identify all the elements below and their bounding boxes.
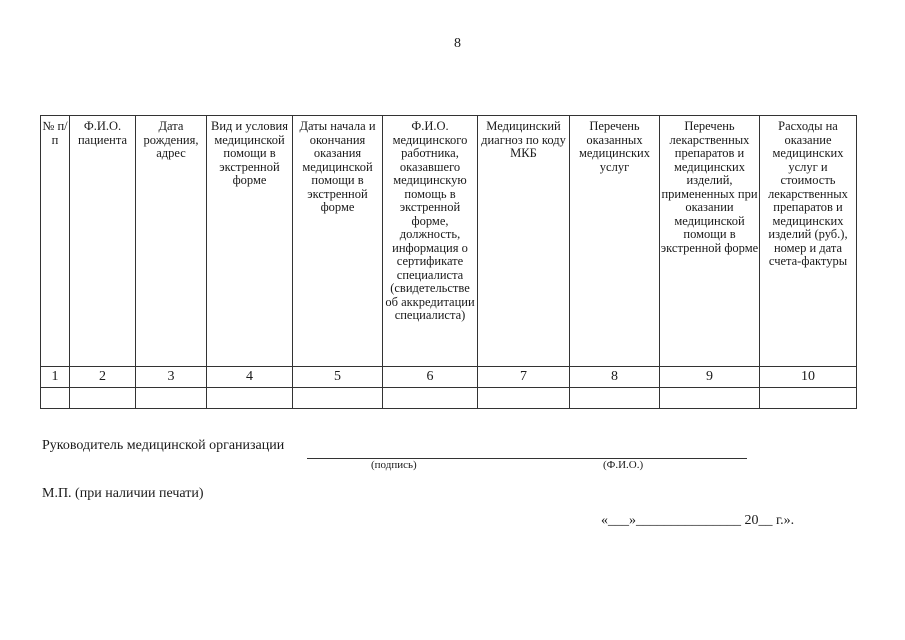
column-number: 8: [570, 367, 660, 388]
table-cell: [70, 388, 136, 409]
column-number: 4: [207, 367, 293, 388]
table-cell: [383, 388, 478, 409]
column-number-row: [41, 367, 857, 388]
header-cell: Расходы на оказание медицинских услуг и стоимость лекарственных препаратов и медицинских изделий (руб.), номер и дата счета-фактуры: [760, 116, 857, 367]
table-header-row: [41, 116, 857, 367]
signature-hint: (подпись): [371, 459, 417, 471]
signature-label: Руководитель медицинской организации: [42, 438, 285, 453]
table-cell: [136, 388, 207, 409]
stamp-note: М.П. (при наличии печати): [42, 486, 204, 501]
header-cell: Вид и условия медицинской помощи в экстренной форме: [207, 116, 293, 367]
table-cell: [660, 388, 760, 409]
table-cell: [207, 388, 293, 409]
header-cell: Ф.И.О. медицинского работника, оказавшего медицинскую помощь в экстренной форме, должность, информация о сертификате специалиста (свидетельстве об аккредитации специалиста): [383, 116, 478, 367]
header-cell: Перечень лекарственных препаратов и медицинских изделий, примененных при оказании медицинской помощи в экстренной форме: [660, 116, 760, 367]
header-cell: Ф.И.О. пациента: [70, 116, 136, 367]
column-number: 5: [293, 367, 383, 388]
column-number: 6: [383, 367, 478, 388]
table-cell: [41, 388, 70, 409]
register-table: [40, 115, 857, 409]
column-number: 2: [70, 367, 136, 388]
table-cell: [478, 388, 570, 409]
column-number: 10: [760, 367, 857, 388]
table-cell: [570, 388, 660, 409]
header-cell: Даты начала и окончания оказания медицинской помощи в экстренной форме: [293, 116, 383, 367]
column-number: 3: [136, 367, 207, 388]
table-cell: [293, 388, 383, 409]
column-number: 1: [41, 367, 70, 388]
table-row: [41, 388, 857, 409]
table-cell: [760, 388, 857, 409]
column-number: 7: [478, 367, 570, 388]
header-cell: № п/п: [41, 116, 70, 367]
header-cell: Перечень оказанных медицинских услуг: [570, 116, 660, 367]
date-line: «___»_______________ 20__ г.».: [601, 513, 795, 528]
name-hint: (Ф.И.О.): [603, 459, 644, 471]
column-number: 9: [660, 367, 760, 388]
header-cell: Медицинский диагноз по коду МКБ: [478, 116, 570, 367]
page-number: 8: [454, 36, 461, 51]
header-cell: Дата рождения, адрес: [136, 116, 207, 367]
